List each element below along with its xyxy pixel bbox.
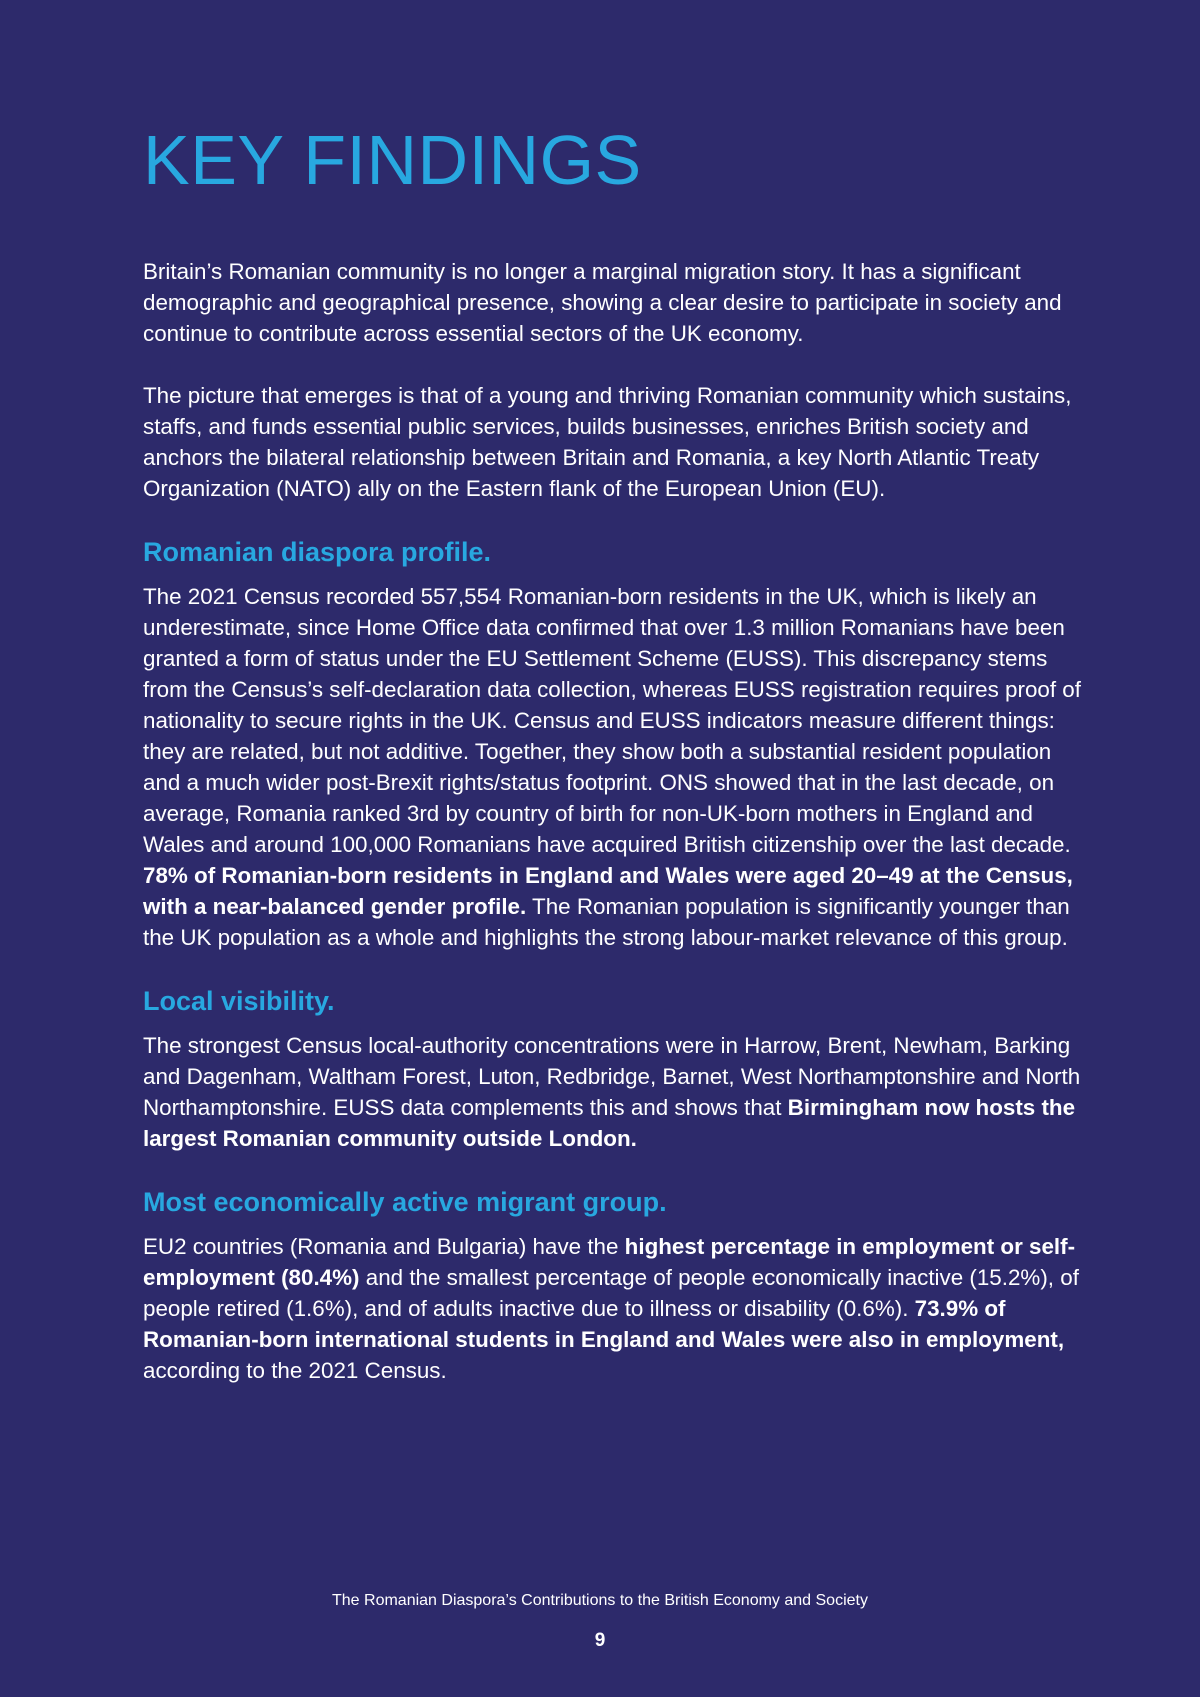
intro-paragraph-2: The picture that emerges is that of a young and thriving Romanian community which sustains, staffs, and funds essential public services, builds businesses, enriches British society and anchors the bilateral relationship between Britain and Romania, a key North Atlantic Treaty Organization (NATO) ally on the Eastern flank of the European Union (EU). — [143, 383, 1072, 501]
section-economically-active — [143, 1185, 1083, 1386]
section-heading-local: Local visibility. — [143, 986, 335, 1016]
section-heading-economic: Most economically active migrant group. — [143, 1187, 667, 1217]
economic-bold-2: 73.9% of Romanian-born international students in England and Wales were also in employment, — [143, 1296, 1065, 1352]
diaspora-text-1: The 2021 Census recorded 557,554 Romanian-born residents in the UK, which is likely an underestimate, since Home Office data confirmed that over 1.3 million Romanians have been granted a form of status under the EU Settlement Scheme (EUSS). This discrepancy stems from the Census’s self-declaration data collection, whereas EUSS registration requires proof of nationality to secure rights in the UK. Census and EUSS indicators measure different things: they are related, but not additive. Together, they show both a substantial resident population and a much wider post-Brexit rights/status footprint. ONS showed that in the last decade, on average, Romania ranked 3rd by country of birth for non-UK-born mothers in England and Wales and around 100,000 Romanians have acquired British citizenship over the last decade. — [143, 584, 1081, 857]
economic-paragraph — [143, 1231, 1083, 1386]
page-number: 9 — [594, 1630, 606, 1651]
economic-text-3: according to the 2021 Census. — [143, 1358, 447, 1383]
economic-text-2: and the smallest percentage of people economically inactive (15.2%), of people retired (1.6%), and of adults inactive due to illness or disability (0.6%). — [143, 1265, 1079, 1321]
section-heading-diaspora: Romanian diaspora profile. — [143, 537, 492, 567]
diaspora-text-2: The Romanian population is significantly younger than the UK population as a whole and highlights the strong labour-market relevance of this group. — [143, 894, 1070, 950]
intro-paragraph-1: Britain’s Romanian community is no longer a marginal migration story. It has a significant demographic and geographical presence, showing a clear desire to participate in society and continue to contribute across essential sectors of the UK economy. — [143, 259, 1062, 346]
diaspora-paragraph — [143, 581, 1083, 953]
page-title: KEY FINDINGS — [143, 121, 642, 199]
section-diaspora-profile — [143, 535, 1083, 953]
local-bold-1: Birmingham now hosts the largest Romanian community outside London. — [143, 1095, 1076, 1151]
document-body — [143, 256, 1083, 1417]
economic-bold-1: highest percentage in employment or self-employment (80.4%) — [143, 1234, 1076, 1290]
local-paragraph — [143, 1030, 1083, 1154]
economic-text-1: EU2 countries (Romania and Bulgaria) have the — [143, 1234, 625, 1259]
footer-document-title: The Romanian Diaspora’s Contributions to the British Economy and Society — [332, 1592, 868, 1609]
local-text-1: The strongest Census local-authority concentrations were in Harrow, Brent, Newham, Barking and Dagenham, Waltham Forest, Luton, Redbridge, Barnet, West Northamptonshire and North Northamptonshire. EUSS data complements this and shows that — [143, 1033, 1081, 1120]
section-local-visibility — [143, 984, 1083, 1154]
diaspora-bold-1: 78% of Romanian-born residents in England and Wales were aged 20–49 at the Census, with a near-balanced gender profile. — [143, 863, 1073, 919]
